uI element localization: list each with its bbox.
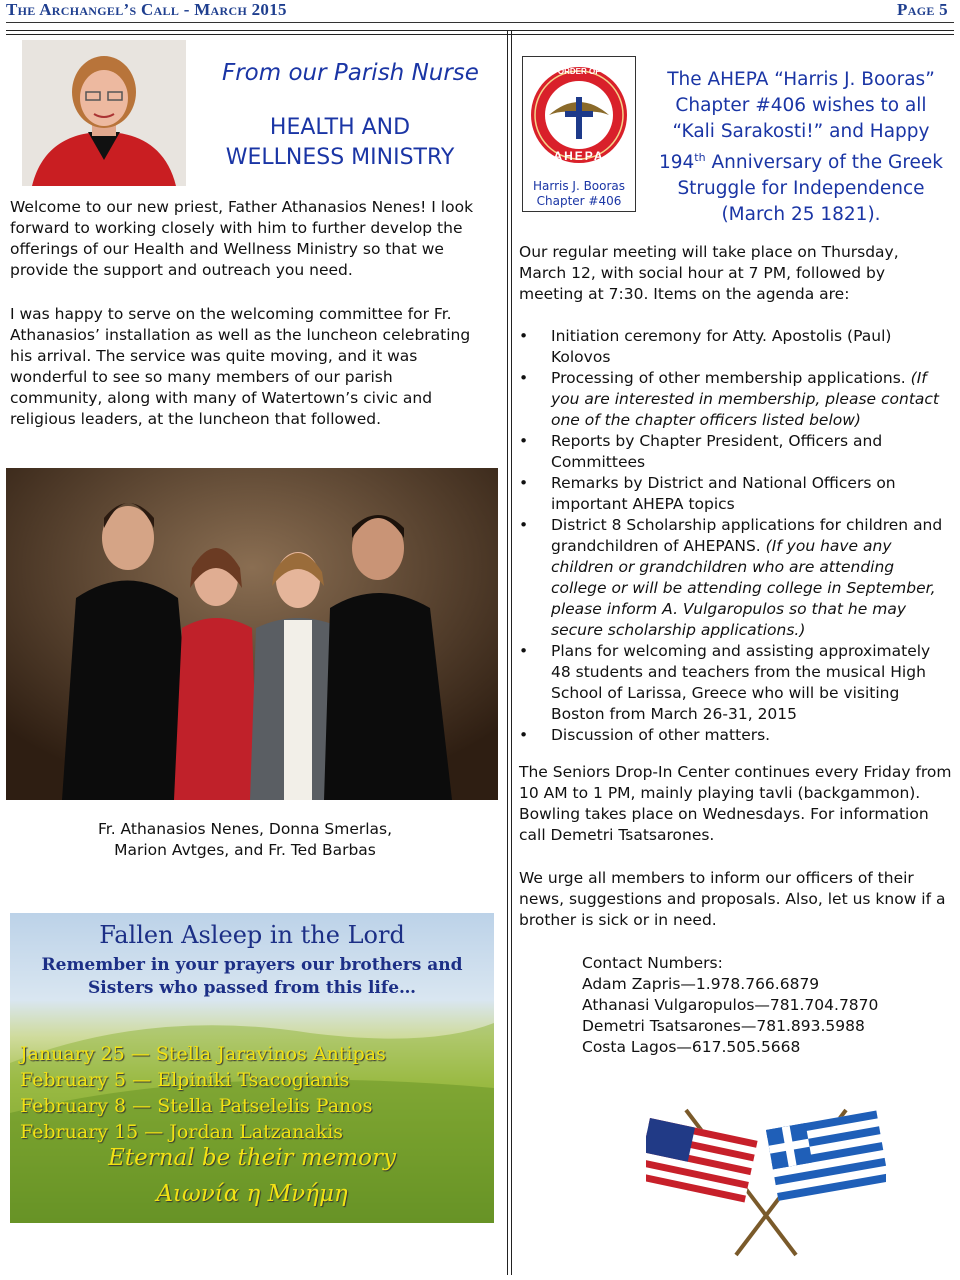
memorial-subtitle-line1: Remember in your prayers our brothers and (41, 955, 463, 975)
ahepa-logo-top-text: ORDER OF (557, 67, 601, 76)
agenda-item: • Remarks by District and National Officers on important AHEPA topics (518, 473, 954, 515)
agenda-item: • Initiation ceremony for Atty. Apostolis (Paul) Kolovos (518, 326, 954, 368)
crossed-flags-icon (646, 1100, 886, 1260)
contact-line: Athanasi Vulgaropulos—781.704.7870 (582, 996, 879, 1014)
ahepa-title-line2: Chapter #406 wishes to all (675, 95, 927, 116)
memorial-title: Fallen Asleep in the Lord (99, 921, 405, 949)
agenda-item: • Discussion of other matters. (518, 725, 954, 746)
ministry-title-line2: WELLNESS MINISTRY (225, 145, 455, 170)
memorial-names (20, 1041, 480, 1145)
photo-caption-line2: Marion Avtges, and Fr. Ted Barbas (114, 841, 376, 859)
column-divider (507, 30, 508, 1275)
ahepa-title-line1: The AHEPA “Harris J. Booras” (667, 69, 935, 90)
column-divider-2 (511, 30, 512, 1275)
contact-line: Adam Zapris—1.978.766.6879 (582, 975, 820, 993)
seniors-paragraph: The Seniors Drop-In Center continues every Friday from 10 AM to 1 PM, mainly playing tavli (backgammon). Bowling takes place on Wednesdays. For information call Demetri Tsatsarones. (519, 763, 952, 844)
contacts-title: Contact Numbers: (582, 954, 723, 972)
memorial-name: January 25 — Stella Jaravinos Antipas (20, 1043, 386, 1065)
agenda-item: • District 8 Scholarship applications for children and grandchildren of AHEPANS. (If you have any children or grandchildren who are attending college or will be attending college in September, please inform A. Vulgaropulos so that he may secure scholarship applications.) (518, 515, 954, 641)
ahepa-logo-bottom-text: AHEPA (553, 149, 605, 163)
agenda-item: • Reports by Chapter President, Officers and Committees (518, 431, 954, 473)
ahepa-title-line5: Struggle for Independence (677, 178, 925, 200)
contact-line: Costa Lagos—617.505.5668 (582, 1038, 801, 1056)
agenda-list (518, 326, 954, 746)
ahepa-logo-box (522, 56, 636, 212)
photo-caption (70, 819, 420, 861)
ahepa-logo-caption (523, 179, 635, 209)
agenda-item: • Processing of other membership applications. (If you are interested in membership, please contact one of the chapter officers listed below) (518, 368, 954, 431)
group-photo (6, 468, 498, 800)
memorial-box (10, 913, 494, 1223)
divider-top-2 (6, 34, 954, 35)
newsletter-title: The Archangel’s Call - March 2015 (6, 0, 287, 19)
ahepa-logo-caption-line2: Chapter #406 (536, 194, 622, 208)
ahepa-title (642, 67, 960, 228)
ahepa-title-line4: 194th Anniversary of the Greek (658, 151, 944, 174)
nurse-portrait (22, 40, 186, 186)
page-number: Page 5 (897, 0, 948, 19)
contacts-block (582, 953, 942, 1058)
photo-caption-line1: Fr. Athanasios Nenes, Donna Smerlas, (97, 820, 393, 838)
ministry-title-line1: HEALTH AND (269, 115, 411, 140)
agenda-item: • Plans for welcoming and assisting approximately 48 students and teachers from the musical High School of Larissa, Greece who will be visiting Boston from March 26-31, 2015 (518, 641, 954, 725)
ahepa-meeting-paragraph: Our regular meeting will take place on Thursday, March 12, with social hour at 7 PM, followed by meeting at 7:30. Items on the agenda are: (519, 243, 899, 303)
memorial-name: February 5 — Elpiniki Tsacogianis (20, 1069, 350, 1091)
memorial-eternal: Eternal be their memory (108, 1145, 396, 1171)
memorial-subtitle (10, 954, 494, 1000)
ahepa-title-line3: “Kali Sarakosti!” and Happy (672, 121, 930, 142)
urge-paragraph: We urge all members to inform our officers of their news, suggestions and proposals. Also, let us know if a brother is sick or in need. (519, 869, 946, 929)
nurse-paragraph-2: I was happy to serve on the welcoming committee for Fr. Athanasios’ installation as well as the luncheon celebrating his arrival. The service was quite moving, and it was wonderful to see so many members of our parish community, along with many of Watertown’s civic and religious leaders, at the luncheon that followed. (10, 305, 471, 428)
memorial-name: February 15 — Jordan Latzanakis (20, 1121, 344, 1143)
divider-top (6, 30, 954, 31)
contact-line: Demetri Tsatsarones—781.893.5988 (582, 1017, 865, 1035)
ahepa-logo-caption-line1: Harris J. Booras (532, 179, 626, 193)
page-header (6, 0, 954, 23)
nurse-section-heading: From our Parish Nurse (222, 60, 479, 86)
memorial-greek: Αιωνία η Μνήμη (156, 1181, 348, 1207)
nurse-paragraph-1: Welcome to our new priest, Father Athanasios Nenes! I look forward to working closely with him to further develop the offerings of our Health and Wellness Ministry so that we provide the support and outreach you need. (10, 198, 474, 279)
memorial-name: February 8 — Stella Patselelis Panos (20, 1095, 373, 1117)
ahepa-title-line6: (March 25 1821). (721, 204, 881, 226)
ministry-title (205, 113, 475, 173)
memorial-subtitle-line2: Sisters who passed from this life… (87, 978, 417, 998)
